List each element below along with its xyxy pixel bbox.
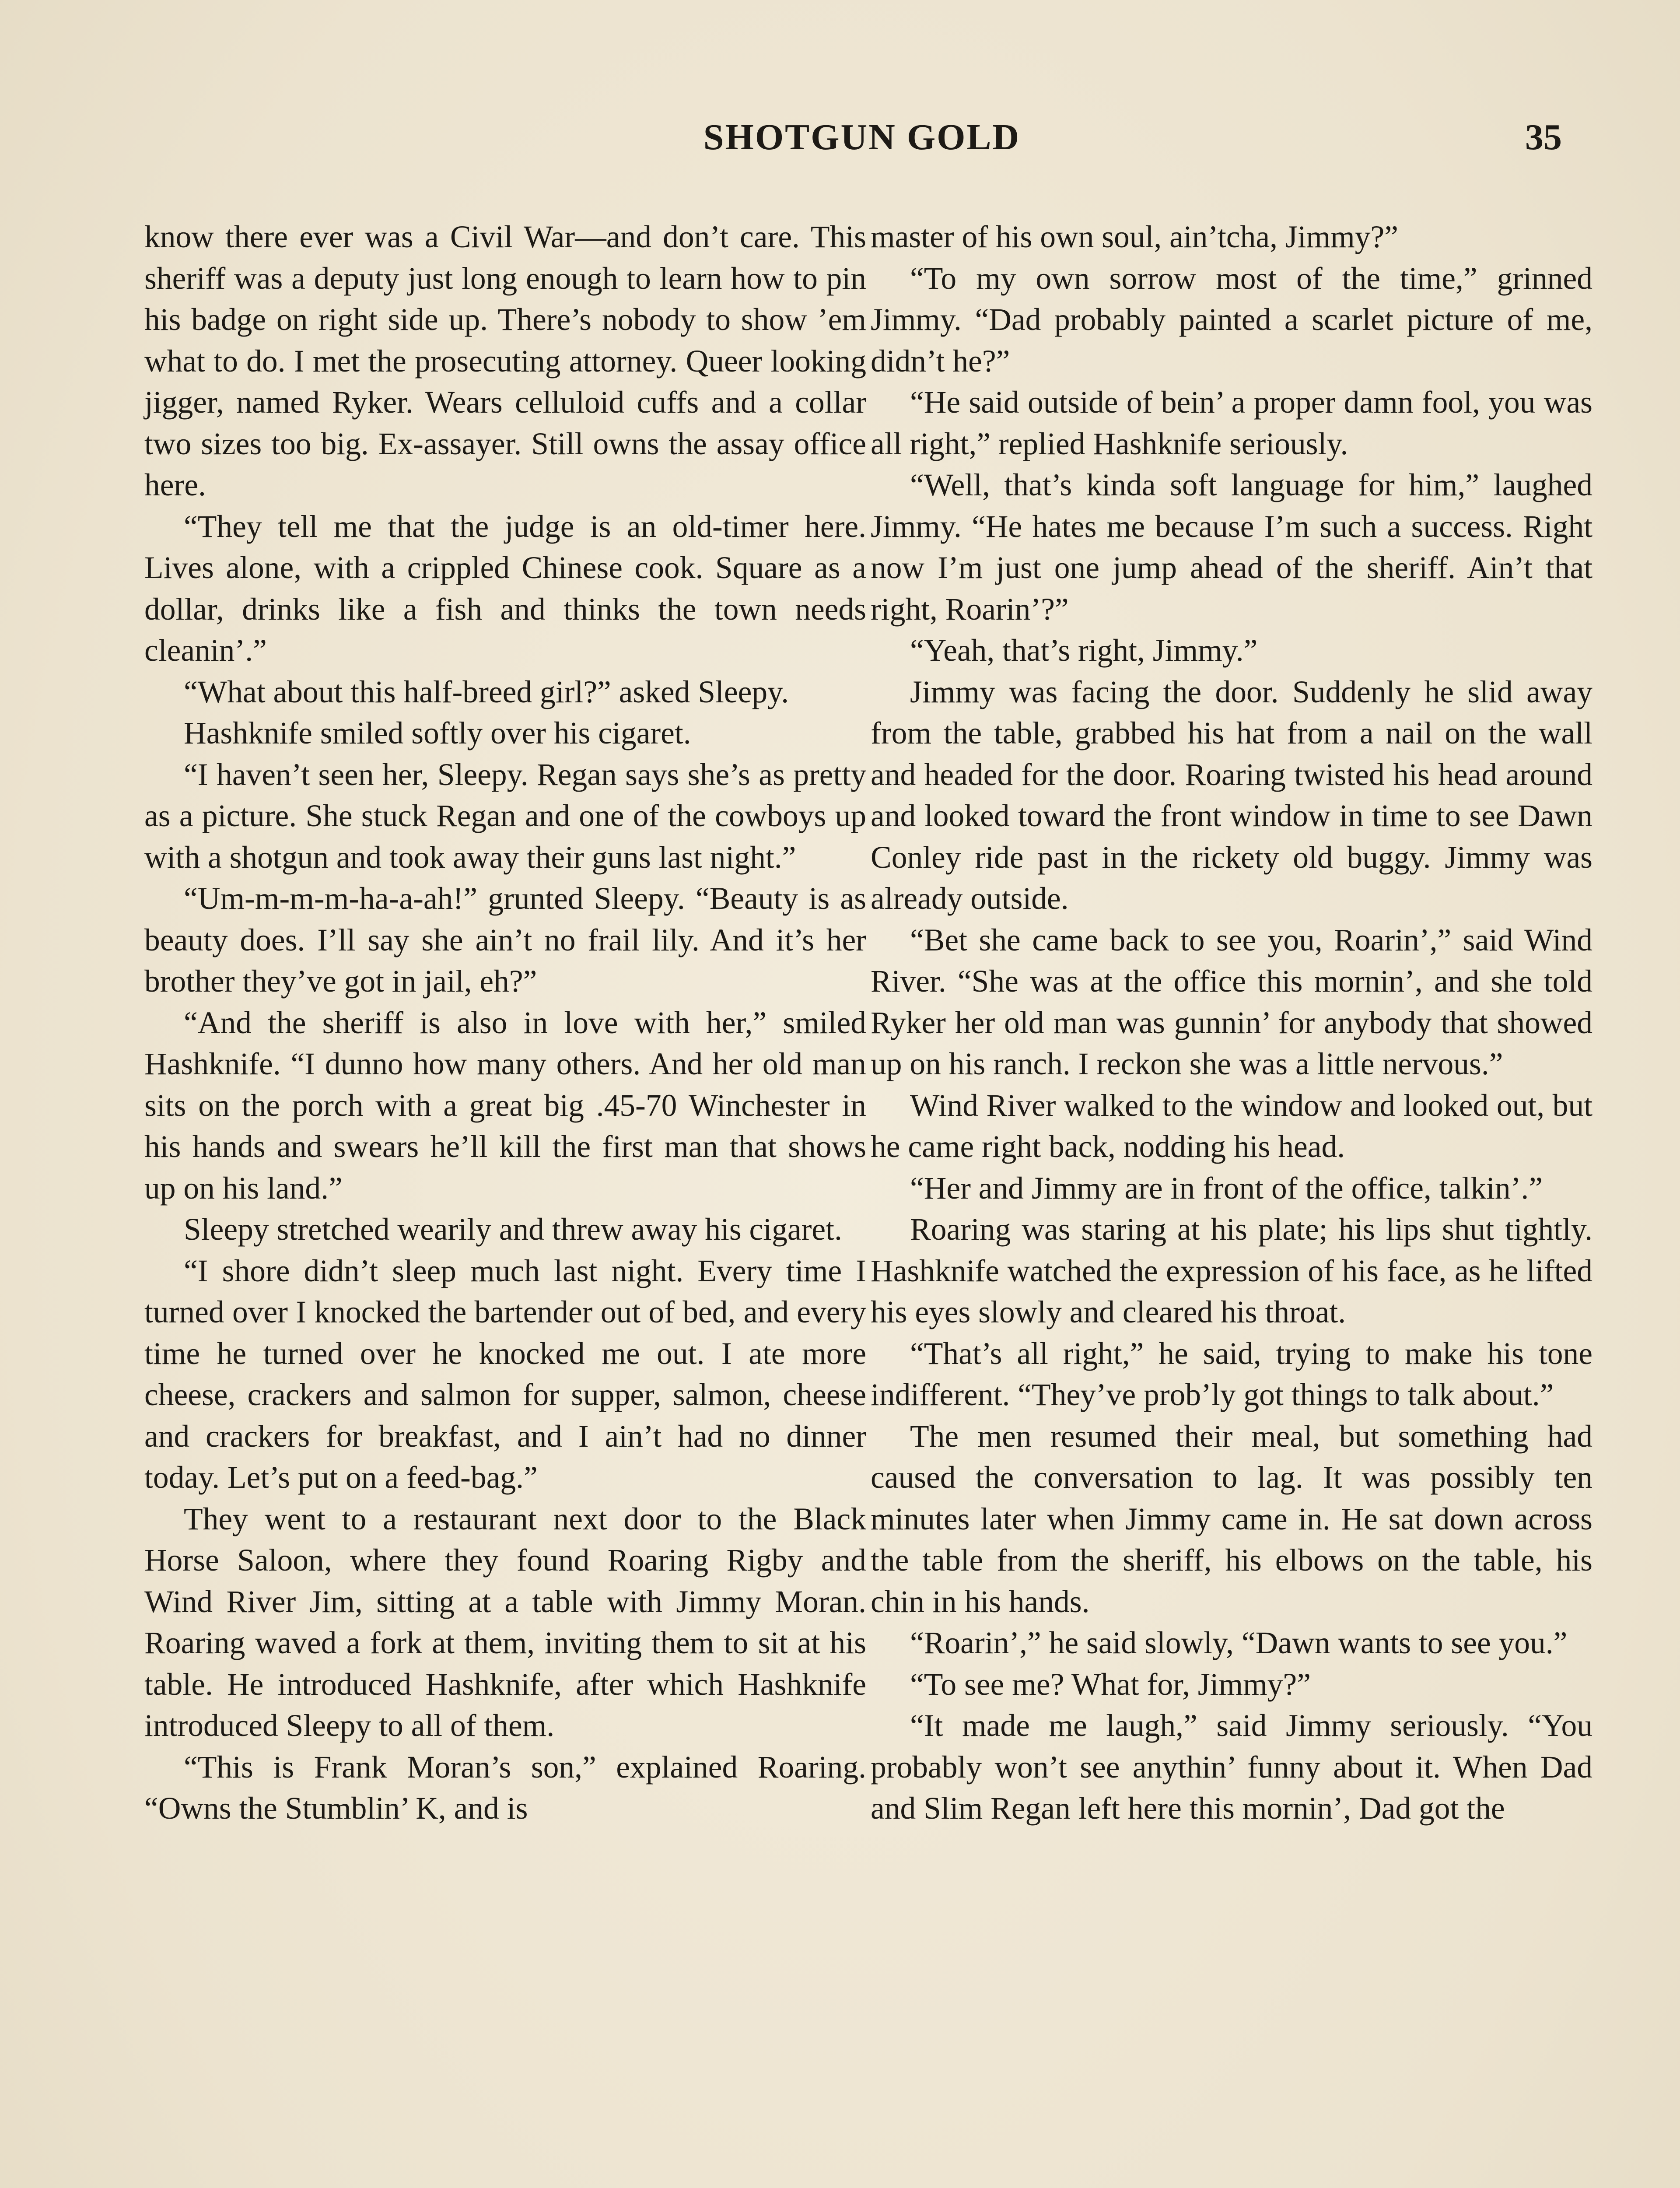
paragraph: “To my own sorrow most of the time,” grinned Jimmy. “Dad probably painted a scarlet picture of me, didn’t he?” (871, 261, 1592, 379)
paragraph: “Yeah, that’s right, Jimmy.” (910, 633, 1258, 668)
paragraph: The men resumed their meal, but something had caused the conversation to lag. It was possibly ten minutes later when Jimmy came in. He sat down across the table from the sheriff, his elbows on the table, his chin in his hands. (871, 1419, 1592, 1619)
paragraph: “This is Frank Moran’s son,” explained Roaring. “Owns the Stumblin’ K, and is (144, 1750, 866, 1826)
right-text-column (871, 217, 1592, 1830)
paragraph: know there ever was a Civil War—and don’t care. This sheriff was a deputy just long enough to learn how to pin his badge on right side up. There’s nobody to show ’em what to do. I met the prosecuting attorney. Queer looking jigger, named Ryker. Wears celluloid cuffs and a collar two sizes too big. Ex-assayer. Still owns the assay office here. (144, 220, 866, 502)
paragraph: “And the sheriff is also in love with her,” smiled Hashknife. “I dunno how many others. And her old man sits on the porch with a great big .45-70 Winchester in his hands and swears he’ll kill the first man that shows up on his land.” (144, 1005, 866, 1206)
paragraph: “I shore didn’t sleep much last night. Every time I turned over I knocked the bartender out of bed, and every time he turned over he knocked me out. I ate more cheese, crackers and salmon for supper, salmon, cheese and crackers for breakfast, and I ain’t had no dinner today. Let’s put on a feed-bag.” (144, 1253, 866, 1495)
paragraph: Roaring was staring at his plate; his lips shut tightly. Hashknife watched the expression of his face, as he lifted his eyes slowly and cleared his throat. (871, 1212, 1592, 1329)
left-text-column (144, 217, 866, 1830)
paragraph: They went to a restaurant next door to the Black Horse Saloon, where they found Roaring Rigby and Wind River Jim, sitting at a table with Jimmy Moran. Roaring waved a fork at them, inviting them to sit at his table. He introduced Hashknife, after which Hashknife introduced Sleepy to all of them. (144, 1501, 866, 1743)
paragraph: “Her and Jimmy are in front of the office, talkin’.” (910, 1171, 1543, 1206)
paragraph: Jimmy was facing the door. Suddenly he slid away from the table, grabbed his hat from a nail on the wall and headed for the door. Roaring twisted his head around and looked toward the front window in time to see Dawn Conley ride past in the rickety old buggy. Jimmy was already outside. (871, 674, 1592, 916)
paragraph: Sleepy stretched wearily and threw away his cigaret. (184, 1212, 842, 1247)
paragraph: master of his own soul, ain’tcha, Jimmy?” (871, 220, 1399, 254)
paragraph: “Um-m-m-m-ha-a-ah!” grunted Sleepy. “Beauty is as beauty does. I’ll say she ain’t no frail lily. And it’s her brother they’ve got in jail, eh?” (144, 881, 866, 999)
paragraph: “I haven’t seen her, Sleepy. Regan says she’s as pretty as a picture. She stuck Regan and one of the cowboys up with a shotgun and took away their guns last night.” (144, 757, 866, 875)
paragraph: “Bet she came back to see you, Roarin’,” said Wind River. “She was at the office this mornin’, and she told Ryker her old man was gunnin’ for anybody that showed up on his ranch. I reckon she was a little nervous.” (871, 922, 1592, 1081)
paragraph: “Roarin’,” he said slowly, “Dawn wants to see you.” (910, 1626, 1568, 1660)
running-title: SHOTGUN GOLD (703, 117, 1021, 158)
paragraph: “What about this half-breed girl?” asked Sleepy. (184, 674, 789, 709)
paragraph: Wind River walked to the window and looked out, but he came right back, nodding his head. (871, 1088, 1592, 1164)
page-number: 35 (1525, 117, 1562, 158)
paragraph: “It made me laugh,” said Jimmy seriously. “You probably won’t see anythin’ funny about it. When Dad and Slim Regan left here this mornin’, Dad got the (871, 1708, 1592, 1826)
paragraph: “That’s all right,” he said, trying to make his tone indifferent. “They’ve prob’ly got things to talk about.” (871, 1336, 1592, 1412)
paragraph: “To see me? What for, Jimmy?” (910, 1667, 1311, 1702)
paragraph: “He said outside of bein’ a proper damn fool, you was all right,” replied Hashknife seriously. (871, 385, 1592, 461)
paragraph: “Well, that’s kinda soft language for him,” laughed Jimmy. “He hates me because I’m such a success. Right now I’m just one jump ahead of the sheriff. Ain’t that right, Roarin’?” (871, 468, 1592, 627)
paragraph: Hashknife smiled softly over his cigaret. (184, 716, 691, 750)
paragraph: “They tell me that the judge is an old-timer here. Lives alone, with a crippled Chinese cook. Square as a dollar, drinks like a fish and thinks the town needs cleanin’.” (144, 509, 866, 668)
page-header (0, 116, 1680, 164)
